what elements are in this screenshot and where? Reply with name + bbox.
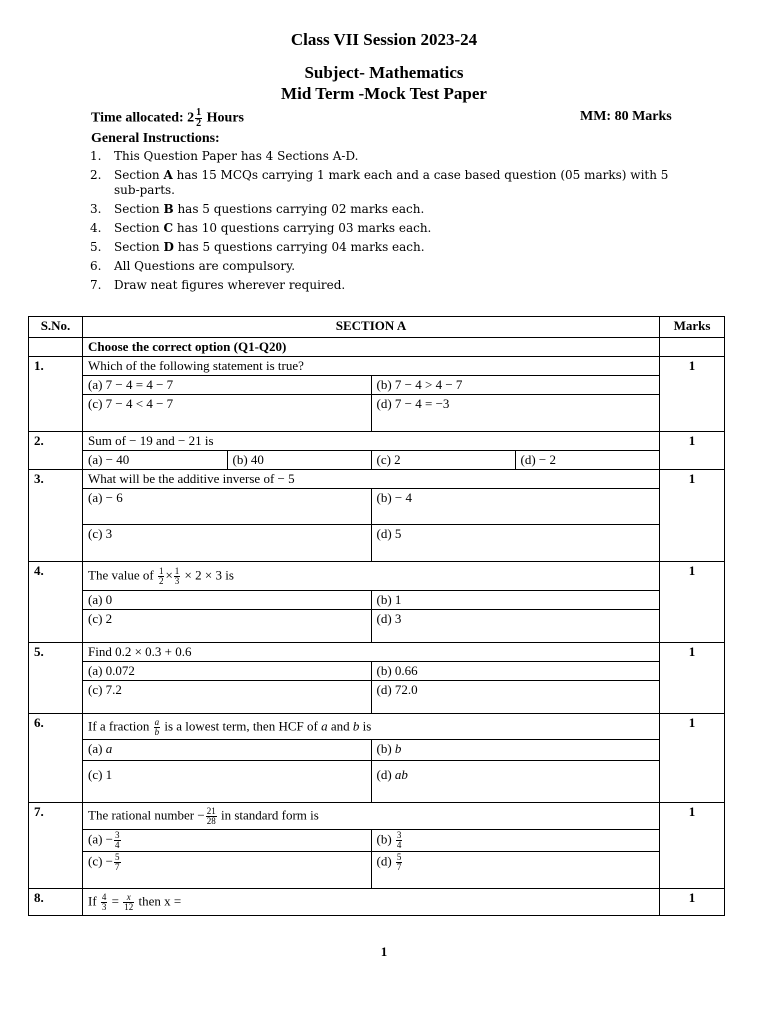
options-grid: [83, 590, 659, 642]
table-header-row: [29, 317, 725, 338]
question-marks: 1: [660, 889, 725, 916]
question-row-3: [29, 470, 725, 562]
col-section-header: SECTION A: [83, 317, 660, 338]
option-a: (a) 7 − 4 = 4 − 7: [83, 376, 371, 395]
option-c: (c) 7 − 4 < 4 − 7: [83, 395, 371, 432]
question-row-1: [29, 357, 725, 432]
question-number: 1.: [29, 357, 83, 432]
question-marks: 1: [660, 357, 725, 432]
question-number: 7.: [29, 803, 83, 889]
option-b: (b) 1: [371, 591, 659, 610]
question-text: Find 0.2 × 0.3 + 0.6: [88, 644, 192, 659]
option-b: (b) 0.66: [371, 662, 659, 681]
choose-instruction: Choose the correct option (Q1-Q20): [83, 338, 660, 357]
question-row-5: [29, 643, 725, 714]
question-number: 2.: [29, 432, 83, 470]
instruction-item: 4. Section C has 10 questions carrying 03 marks each.: [90, 221, 432, 235]
option-a: (a) 0.072: [83, 662, 371, 681]
col-sno-header: S.No.: [29, 317, 83, 338]
instruction-item: 2. Section A has 15 MCQs carrying 1 mark each and a case based question (05 marks) with 5 sub-parts.: [90, 168, 669, 197]
question-cell: [83, 714, 660, 803]
section-a-table: [28, 316, 725, 916]
option-c: (c) 2: [371, 451, 515, 470]
option-c: (c) 3: [83, 525, 371, 562]
question-marks: 1: [660, 470, 725, 562]
question-row-4: [29, 562, 725, 643]
option-b: (b) 40: [227, 451, 371, 470]
question-text: Sum of − 19 and − 21 is: [88, 433, 214, 448]
option-d: (d) 3: [371, 610, 659, 643]
question-number: 8.: [29, 889, 83, 916]
question-cell: [83, 803, 660, 889]
option-c: (c) 7.2: [83, 681, 371, 714]
instruction-item: 7. Draw neat figures wherever required.: [90, 278, 346, 292]
option-c: (c) 2: [83, 610, 371, 643]
question-marks: 1: [660, 714, 725, 803]
paper-title: Mid Term -Mock Test Paper: [281, 84, 487, 103]
option-d: (d) − 2: [515, 451, 659, 470]
option-b: (b) b: [371, 740, 659, 761]
question-text: What will be the additive inverse of − 5: [88, 471, 295, 486]
option-c: (c) 1: [83, 761, 371, 803]
page-number: 1: [380, 944, 388, 959]
question-cell: [83, 470, 660, 562]
question-cell: [83, 432, 660, 470]
option-b: (b) − 4: [371, 489, 659, 525]
option-d: (d) 72.0: [371, 681, 659, 714]
option-d: (d) $\frac{5}{7}$: [371, 852, 659, 889]
instruction-item: 6. All Questions are compulsory.: [90, 259, 296, 273]
question-marks: 1: [660, 643, 725, 714]
question-text: The rational number − $\frac{21}{28}$ in standard form is: [88, 806, 319, 826]
time-allocated: Time allocated: 2 $\frac{1}{2}$ Hours: [91, 107, 245, 129]
options-grid: [83, 375, 659, 431]
question-text: Which of the following statement is true?: [88, 358, 304, 373]
option-b: (b) 7 − 4 > 4 − 7: [371, 376, 659, 395]
question-number: 5.: [29, 643, 83, 714]
max-marks: MM: 80 Marks: [580, 109, 672, 124]
options-grid: [83, 488, 659, 561]
question-cell: [83, 357, 660, 432]
question-row-7: [29, 803, 725, 889]
question-number: 4.: [29, 562, 83, 643]
option-a: (a) 0: [83, 591, 371, 610]
instruction-item: 3. Section B has 5 questions carrying 02 marks each.: [90, 202, 425, 216]
question-marks: 1: [660, 562, 725, 643]
option-d: (d) 7 − 4 = −3: [371, 395, 659, 432]
option-a: (a) − 6: [83, 489, 371, 525]
question-row-8: [29, 889, 725, 916]
choose-row: [29, 338, 725, 357]
options-grid: [83, 450, 659, 469]
empty-cell: [29, 338, 83, 357]
question-marks: 1: [660, 803, 725, 889]
empty-cell: [660, 338, 725, 357]
options-grid: [83, 739, 659, 802]
instructions-title: General Instructions:: [91, 131, 220, 146]
option-a: (a) − 40: [83, 451, 227, 470]
question-marks: 1: [660, 432, 725, 470]
subject-title: Subject- Mathematics: [304, 63, 464, 82]
question-row-2: [29, 432, 725, 470]
question-text: The value of $\frac{1}{2}$ × $\frac{1}{3}$ × 2 × 3 is: [88, 566, 234, 586]
col-marks-header: Marks: [660, 317, 725, 338]
options-grid: [83, 661, 659, 713]
option-d: (d) 5: [371, 525, 659, 562]
option-c: (c) − $\frac{5}{7}$: [83, 852, 371, 889]
question-cell: [83, 643, 660, 714]
class-session-title: Class VII Session 2023-24: [290, 30, 478, 49]
question-number: 3.: [29, 470, 83, 562]
instructions-list: [90, 149, 695, 297]
option-a: (a) − $\frac{3}{4}$: [83, 830, 371, 852]
instruction-item: 5. Section D has 5 questions carrying 04 marks each.: [90, 240, 425, 254]
options-grid: [83, 829, 659, 888]
instruction-item: 1. This Question Paper has 4 Sections A-D.: [90, 149, 359, 163]
question-text: If $\frac{4}{3}$ = $\frac{x}{12}$ then x =: [83, 889, 660, 916]
question-text: If a fraction $\frac{a}{b}$ is a lowest term, then HCF of a and b is: [88, 717, 372, 737]
option-d: (d) ab: [371, 761, 659, 803]
question-row-6: [29, 714, 725, 803]
option-b: (b) $\frac{3}{4}$: [371, 830, 659, 852]
option-a: (a) a: [83, 740, 371, 761]
question-number: 6.: [29, 714, 83, 803]
question-cell: [83, 562, 660, 643]
